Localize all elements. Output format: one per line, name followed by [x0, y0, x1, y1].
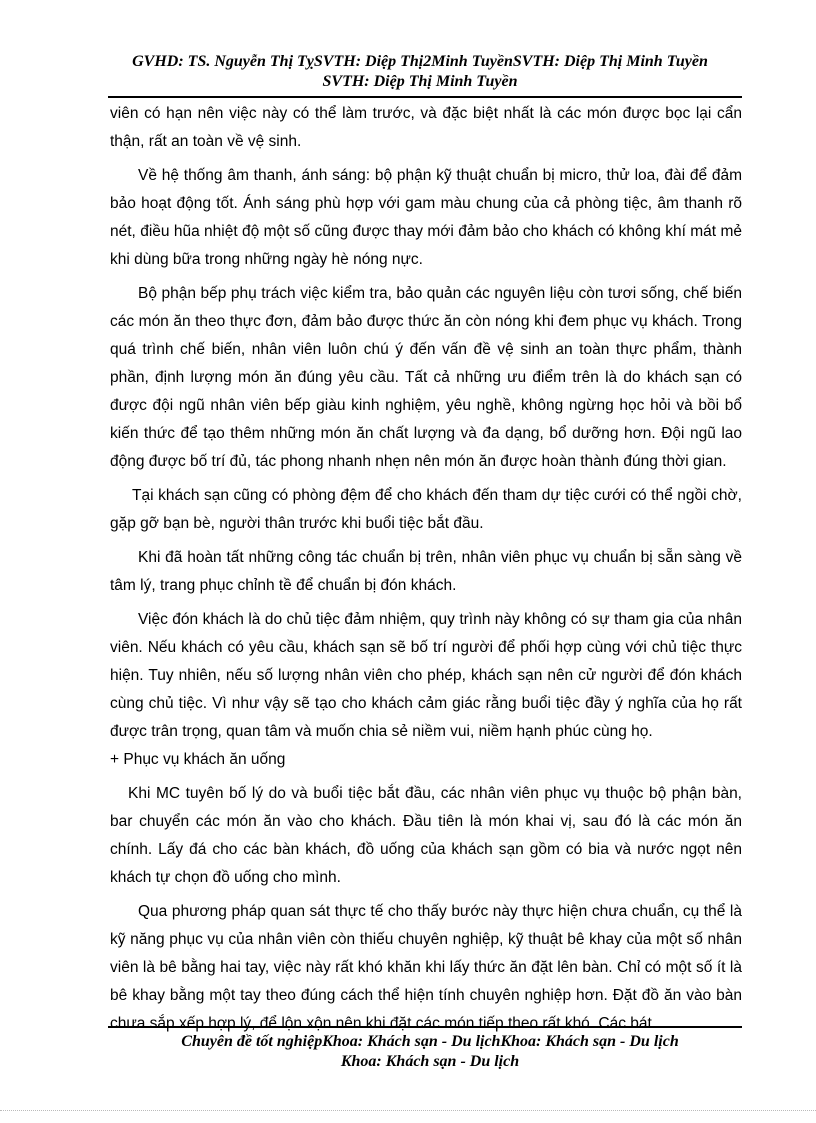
header-line-1: GVHD: TS. Nguyễn Thị TỵSVTH: Diệp Thị2Minh TuyềnSVTH: Diệp Thị Minh Tuyền	[132, 53, 708, 70]
paragraph: Về hệ thống âm thanh, ánh sáng: bộ phận kỹ thuật chuẩn bị micro, thử loa, đài để đảm bảo hoạt động tốt. Ánh sáng phù hợp với gam màu chung của cả phòng tiệc, âm thanh rõ nét, điều hũa nhiệt độ một số cũng được thay mới đảm bảo cho khách có không khí mát mẻ khi dùng bữa trong những ngày hè nóng nực.	[110, 167, 742, 268]
paragraph: Khi đã hoàn tất những công tác chuẩn bị trên, nhân viên phục vụ chuẩn bị sẵn sàng về tâm lý, trang phục chỉnh tề để chuẩn bị đón khách.	[110, 549, 742, 594]
header-line-2: SVTH: Diệp Thị Minh Tuyền	[322, 73, 518, 90]
page-header	[100, 52, 740, 92]
paragraph: Qua phương pháp quan sát thực tế cho thấy bước này thực hiện chưa chuẩn, cụ thể là kỹ năng phục vụ của nhân viên còn thiếu chuyên nghiệp, kỹ thuật bê khay của một số nhân viên là bê bằng hai tay, việc này rất khó khăn khi lấy thức ăn đặt lên bàn. Chỉ có một số ít là bê khay bằng một tay theo đúng cách thể hiện tính chuyên nghiệp hơn. Đặt đồ ăn vào bàn chưa sắp xếp hợp lý, để lộn xộn nên khi đặt các món tiếp theo rất khó. Các bát	[110, 903, 742, 1032]
footer-line-2: Khoa: Khách sạn - Du lịch	[340, 1053, 520, 1070]
footer-line-1: Chuyên đề tốt nghiệpKhoa: Khách sạn - Du lịchKhoa: Khách sạn - Du lịch	[181, 1033, 679, 1050]
header-divider	[108, 96, 742, 98]
paragraph: Việc đón khách là do chủ tiệc đảm nhiệm, quy trình này không có sự tham gia của nhân viên. Nếu khách có yêu cầu, khách sạn sẽ bố trí người để phối hợp cùng với chủ tiệc thực hiện. Tuy nhiên, nếu số lượng nhân viên cho phép, khách sạn nên cử người để đón khách cùng chủ tiệc. Vì như vậy sẽ tạo cho khách cảm giác rằng buổi tiệc đầy ý nghĩa của họ rất được trân trọng, quan tâm và muốn chia sẻ niềm vui, niềm hạnh phúc cùng họ.	[110, 611, 742, 740]
paragraph: Tại khách sạn cũng có phòng đệm để cho khách đến tham dự tiệc cưới có thể ngồi chờ, gặp gỡ bạn bè, người thân trước khi buổi tiệc bắt đầu.	[110, 487, 742, 532]
footer-divider	[108, 1026, 742, 1028]
page-footer	[100, 1032, 760, 1072]
page-bottom-edge	[0, 1110, 816, 1111]
paragraph: viên có hạn nên việc này có thể làm trước, và đặc biệt nhất là các món được bọc lại cẩn thận, rất an toàn về vệ sinh.	[110, 105, 742, 150]
paragraph: Khi MC tuyên bố lý do và buổi tiệc bắt đầu, các nhân viên phục vụ thuộc bộ phận bàn, bar chuyển các món ăn vào cho khách. Đầu tiên là món khai vị, sau đó là các món ăn chính. Lấy đá cho các bàn khách, đồ uống của khách sạn gồm có bia và nước ngọt nên khách tự chọn đồ uống cho mình.	[110, 785, 742, 886]
body-text	[110, 100, 742, 1038]
section-heading: + Phục vụ khách ăn uống	[110, 751, 286, 768]
paragraph: Bộ phận bếp phụ trách việc kiểm tra, bảo quản các nguyên liệu còn tươi sống, chế biến các món ăn theo thực đơn, đảm bảo được thức ăn còn nóng khi đem phục vụ khách. Trong quá trình chế biến, nhân viên luôn chú ý đến vấn đề vệ sinh an toàn thực phẩm, thành phần, định lượng món ăn đúng yêu cầu. Tất cả những ưu điểm trên là do khách sạn có được đội ngũ nhân viên bếp giàu kinh nghiệm, yêu nghề, không ngừng học hỏi và bồi bổ kiến thức để tạo thêm những món ăn chất lượng và đa dạng, bổ dưỡng hơn. Đội ngũ lao động được bố trí đủ, tác phong nhanh nhẹn nên món ăn được hoàn thành đúng thời gian.	[110, 285, 742, 470]
